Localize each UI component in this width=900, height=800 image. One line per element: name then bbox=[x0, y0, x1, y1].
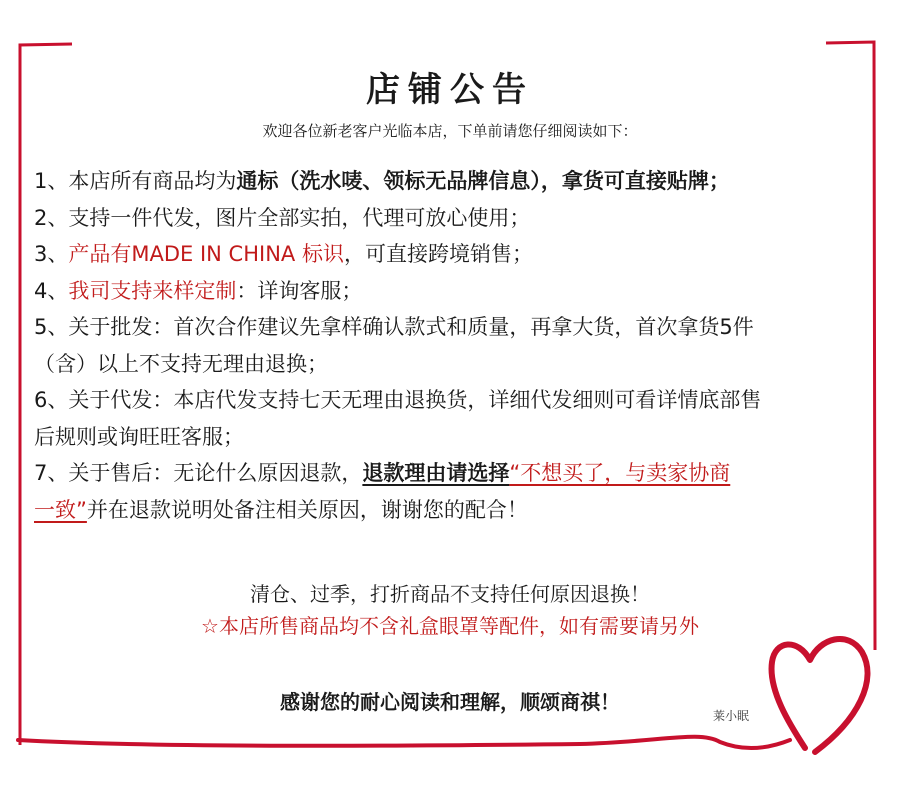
page-subtitle: 欢迎各位新老客户光临本店，下单前请您仔细阅读如下： bbox=[262, 122, 638, 140]
list-item-1: 1、本店所有商品均为通标（洗水唛、领标无品牌信息），拿货可直接贴牌； bbox=[34, 169, 730, 193]
frame-bottom-stroke bbox=[18, 737, 790, 748]
custom-order-highlight: 我司支持来样定制 bbox=[68, 278, 237, 303]
page-title: 店铺公告 bbox=[366, 70, 534, 110]
made-in-china-highlight: 产品有MADE IN CHINA 标识 bbox=[68, 242, 344, 266]
list-item-7: 7、关于售后：无论什么原因退款，退款理由请选择“不想买了，与卖家协商 bbox=[34, 461, 731, 485]
refund-reason-highlight-end: 一致” bbox=[34, 497, 87, 522]
list-item-3: 3、产品有MADE IN CHINA 标识，可直接跨境销售； bbox=[34, 242, 533, 266]
list-item-6: 6、关于代发：本店代发支持七天无理由退换货，详细代发细则可看详情底部售 bbox=[34, 388, 762, 412]
clearance-notice: 清仓、过季，打折商品不支持任何原因退换！ bbox=[250, 582, 650, 606]
generic-label-text: 通标（洗水唛、领标无品牌信息），拿货可直接贴牌； bbox=[236, 169, 730, 193]
notice-list bbox=[34, 163, 864, 528]
list-item-7-cont: 一致”并在退款说明处备注相关原因，谢谢您的配合！ bbox=[34, 497, 528, 522]
list-item-5-cont: （含）以上不支持无理由退换； bbox=[34, 351, 328, 376]
list-item-4: 4、我司支持来样定制：详询客服； bbox=[34, 278, 363, 303]
refund-reason-label: 退款理由请选择 bbox=[362, 461, 510, 485]
refund-reason-highlight: “不想买了，与卖家协商 bbox=[509, 461, 731, 485]
thanks-message: 感谢您的耐心阅读和理解，顺颂商祺！ bbox=[280, 690, 620, 714]
brand-label: 莱小眠 bbox=[713, 709, 750, 723]
list-item-6-cont: 后规则或询旺旺客服； bbox=[34, 424, 244, 449]
list-item-5: 5、关于批发：首次合作建议先拿样确认款式和质量，再拿大货，首次拿货5件 bbox=[34, 315, 754, 339]
accessories-notice: ☆本店所售商品均不含礼盒眼罩等配件，如有需要请另外 bbox=[201, 614, 699, 638]
list-item-2: 2、支持一件代发，图片全部实拍，代理可放心使用； bbox=[34, 205, 531, 230]
